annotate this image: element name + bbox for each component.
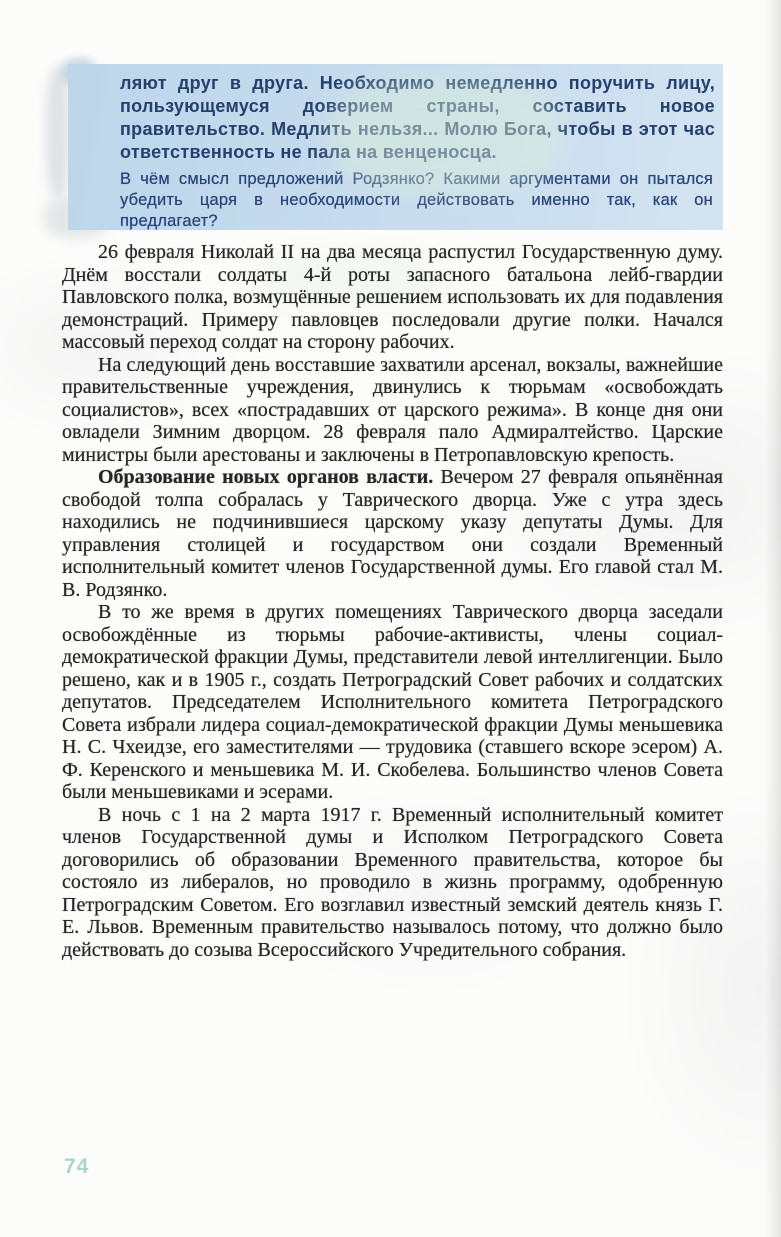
discussion-question-text: В чём смысл предложений Родзянко? Какими аргументами он пытался убедить царя в необходимости действовать именно так, как он предлагает? — [120, 170, 713, 230]
paragraph: На следующий день восставшие захватили арсенал, вокзалы, важнейшие правительственные учреждения, двинулись к тюрьмам «освобождать социалистов», всех «пострадавших от царского режима». В конце дня они овладели Зимним дворцом. 28 февраля пало Адмиралтейство. Царские министры были арестованы и заключены в Петропавловскую крепость. — [62, 353, 723, 466]
paragraph: В ночь с 1 на 2 марта 1917 г. Временный исполнительный комитет членов Государственной думы и Исполком Петроградского Совета договорились об образовании Временного правительства, которое бы состояло из либералов, но проводило в жизнь программу, одобренную Петроградским Советом. Его возглавил известный земский деятель князь Г. Е. Львов. Временным правительство называлось потому, что должно было действовать до созыва Всероссийского Учредительного собрания. — [62, 803, 723, 961]
paragraph-lead: Образование новых органов власти. — [98, 466, 441, 488]
scan-artifact — [46, 66, 70, 198]
highlight-box — [68, 64, 723, 230]
page-edge-shadow — [765, 0, 781, 1237]
quote-continuation-text: ляют друг в друга. Необходимо немедленно поручить лицу, пользующемуся доверием страны, составить новое правительство. Медлить нельзя... Молю Бога, чтобы в этот час ответственность не пала на венценосца. — [120, 73, 715, 162]
page-number: 74 — [64, 1155, 90, 1178]
body-paragraphs — [62, 241, 723, 961]
paragraph: 26 февраля Николай II на два месяца распустил Государственную думу. Днём восстали солдаты 4-й роты запасного батальона лейб-гвардии Павловского полка, возмущённые решением использовать их для подавления демонстраций. Примеру павловцев последовали другие полки. Начался массовый переход солдат на сторону рабочих. — [62, 241, 723, 353]
paragraph: В то же время в других помещениях Таврического дворца заседали освобождённые из тюрьмы рабочие-активисты, члены социал-демократической фракции Думы, представители левой интеллигенции. Было решено, как и в 1905 г., создать Петроградский Совет рабочих и солдатских депутатов. Председателем Исполнительного комитета Петроградского Совета избрали лидера социал-демократической фракции Думы меньшевика Н. С. Чхеидзе, его заместителями — трудовика (ставшего вскоре эсером) А. Ф. Керенского и меньшевика М. И. Скобелева. Большинство членов Совета были меньшевиками и эсерами. — [62, 601, 723, 803]
paragraph: Образование новых органов власти. Вечером 27 февраля опьянённая свободой толпа собралась у Таврического дворца. Уже с утра здесь находились не подчинившиеся царскому указу депутаты Думы. Для управления столицей и государством они создали Временный исполнительный комитет членов Государственной думы. Его главой стал М. В. Родзянко. — [62, 466, 723, 601]
